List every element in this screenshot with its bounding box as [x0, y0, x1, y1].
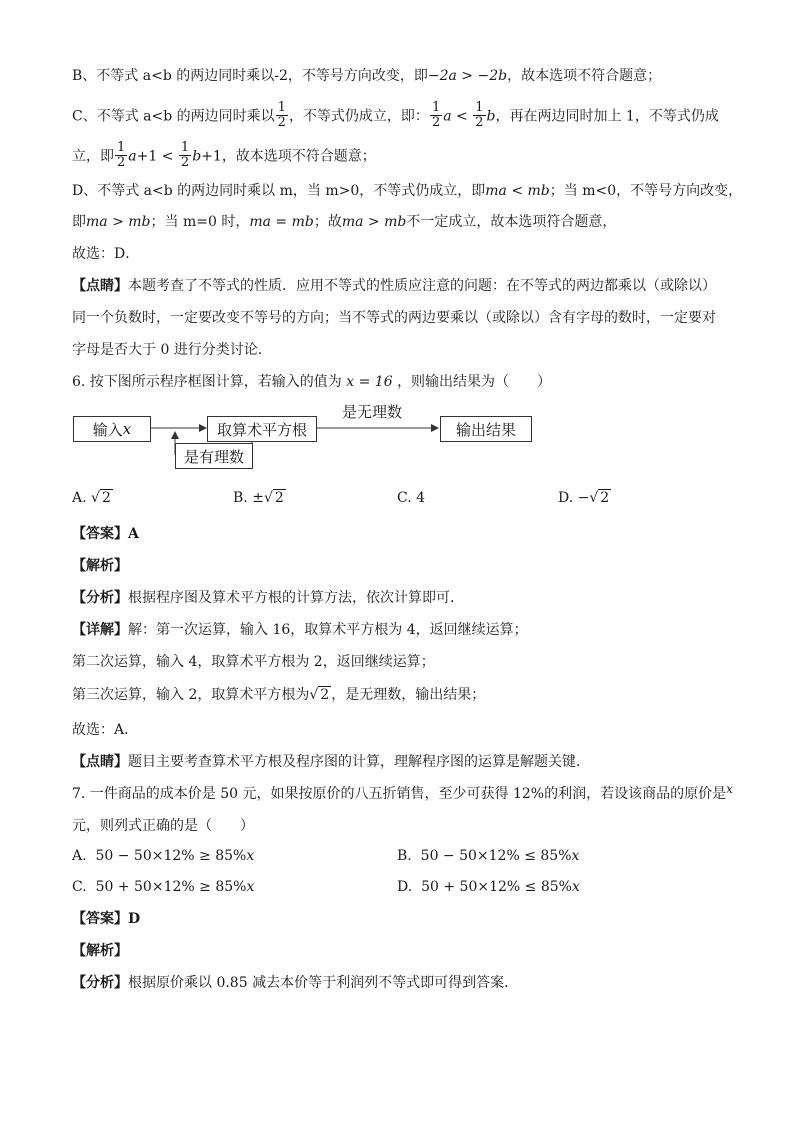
- math-var: x: [571, 848, 580, 864]
- denominator: 2: [180, 155, 190, 170]
- denominator: 2: [277, 115, 286, 130]
- numerator: 1: [475, 100, 484, 115]
- q7-option-a: [72, 846, 254, 866]
- q6-option-d: [558, 488, 611, 508]
- q6-fenxi: [72, 588, 464, 608]
- text: ，是无理数，输出结果；: [331, 687, 486, 703]
- q7-fenxi: [72, 973, 518, 993]
- text: ，不等式仍成立，即：: [288, 108, 429, 125]
- option-label: B.: [397, 848, 412, 864]
- option-label: D.: [558, 490, 574, 506]
- text: 题目主要考查算术平方根及程序图的计算，理解程序图的运算是解题关键．: [128, 754, 590, 770]
- option-label: B.: [233, 490, 248, 506]
- text: ，故本选项不符合题意；: [507, 68, 662, 84]
- math-inline: ma < mb: [485, 183, 550, 199]
- option-label: A.: [72, 490, 87, 506]
- math-term: +1: [201, 148, 222, 165]
- radicand: 2: [320, 687, 330, 703]
- flow-input-box: [73, 416, 151, 442]
- denominator: 2: [475, 115, 484, 130]
- math-inline: 50 + 50×12% ≤ 85%: [421, 879, 572, 895]
- math-inline: 50 + 50×12% ≥ 85%: [95, 879, 247, 895]
- text: 立，即: [72, 148, 114, 165]
- text: 本题考查了不等式的性质．应用不等式的性质应注意的问题：在不等式的两边都乘以（或除以）: [128, 278, 716, 294]
- math-var: x: [726, 782, 733, 796]
- math-var: x: [246, 879, 255, 895]
- sqrt-two: √ 2: [589, 490, 610, 506]
- math-op: −: [577, 490, 590, 506]
- text: ；当 m=0 时，: [150, 214, 250, 230]
- section-tag: 【详解】: [72, 622, 128, 638]
- q6-option-c: C. 4: [397, 490, 426, 506]
- text: ；故: [313, 214, 342, 230]
- math-op: <: [456, 108, 468, 125]
- math-inline: x = 16: [346, 374, 393, 390]
- q7-option-b: [397, 846, 579, 866]
- q7-jiexi: 【解析】: [72, 943, 128, 959]
- text: B、不等式 a<b 的两边同时乘以-2，不等号方向改变，即: [72, 68, 428, 84]
- section-tag: 【点睛】: [72, 754, 128, 770]
- math-inline: ma > mb: [341, 214, 407, 230]
- math-inline: 50 − 50×12% ≤ 85%: [420, 848, 572, 864]
- text: 6. 按下图所示程序框图计算，若输入的值为: [72, 374, 342, 390]
- text: 根据程序图及算术平方根的计算方法，依次计算即可．: [128, 590, 464, 606]
- text: ，故本选项不符合题意；: [221, 148, 376, 165]
- text: 解：第一次运算，输入 16，取算术平方根为 4，返回继续运算；: [128, 622, 528, 638]
- flow-output-box: 输出结果: [440, 416, 532, 442]
- numerator: 1: [277, 100, 286, 115]
- math-var: x: [122, 420, 132, 438]
- text: ，则输出结果为（ ）: [397, 374, 552, 390]
- q7-answer: 【答案】D: [72, 911, 141, 927]
- text: 即: [72, 214, 86, 230]
- numerator: 1: [117, 140, 126, 155]
- flow-sqrt-box: 取算术平方根: [207, 416, 317, 442]
- text: C、不等式 a<b 的两边同时乘以: [72, 108, 275, 125]
- text: ，再在两边同时加上 1，不等式仍成: [495, 108, 719, 125]
- text: 输入: [92, 420, 123, 439]
- text: ；当 m<0，不等号方向改变，: [549, 183, 743, 199]
- option-label: C.: [72, 879, 87, 895]
- math-term: +1: [136, 148, 158, 165]
- math-var: a: [443, 108, 452, 125]
- q6-option-a: [72, 488, 113, 508]
- math-inline: 50 − 50×12% ≥ 85%: [95, 848, 247, 864]
- numerator: 1: [180, 140, 190, 155]
- q6-dianjing: [72, 752, 590, 772]
- text: D、不等式 a<b 的两边同时乘以 m，当 m>0，不等式仍成立，即: [72, 183, 486, 199]
- option-label: A.: [72, 848, 87, 864]
- radicand: 2: [600, 490, 610, 506]
- sqrt-two: √ 2: [309, 687, 330, 703]
- radicand: 2: [101, 490, 111, 506]
- q6-option-b: [233, 488, 286, 508]
- question-7-stem-1: [72, 784, 733, 804]
- math-var: a: [128, 148, 137, 165]
- math-inline: ma > mb: [86, 214, 151, 230]
- choose-line-q5: 故选：D．: [72, 246, 140, 262]
- q6-answer: 【答案】A: [72, 526, 139, 542]
- math-inline: −2a > −2b: [427, 68, 508, 84]
- text: 不一定成立，故本选项符合题意，: [406, 214, 617, 230]
- sqrt-two: √ 2: [91, 490, 111, 506]
- math-var: b: [192, 148, 202, 165]
- flow-irrational-label: 是无理数: [342, 403, 403, 421]
- question-7-stem-2: 元，则列式正确的是（ ）: [72, 818, 254, 834]
- q6-jiexi: 【解析】: [72, 558, 128, 574]
- dianjing-q5-line-3: 字母是否大于 0 进行分类讨论．: [72, 342, 272, 358]
- radicand: 2: [274, 490, 284, 506]
- dianjing-q5-line-2: 同一个负数时，一定要改变不等号的方向；当不等式的两边要乘以（或除以）含有字母的数时，一定要对: [72, 310, 716, 326]
- q6-step-3: [72, 685, 485, 705]
- denominator: 2: [117, 155, 126, 170]
- flow-rational-box: 是有理数: [175, 443, 253, 469]
- text: 根据原价乘以 0.85 减去本价等于利润列不等式即可得到答案．: [128, 975, 519, 991]
- math-op: <: [161, 148, 174, 165]
- math-var: x: [571, 879, 580, 895]
- denominator: 2: [431, 115, 441, 130]
- section-tag: 【点睛】: [72, 278, 128, 294]
- sqrt-two: √ 2: [263, 490, 284, 506]
- q7-option-d: [397, 877, 580, 897]
- math-op: ±: [252, 490, 264, 506]
- q6-xiangjie: [72, 620, 528, 640]
- math-inline: ma = mb: [249, 214, 314, 230]
- q6-choose: 故选：A．: [72, 722, 139, 738]
- text: 第三次运算，输入 2，取算术平方根为: [72, 687, 310, 703]
- section-tag: 【分析】: [72, 975, 128, 991]
- q6-step-2: 第二次运算，输入 4，取算术平方根为 2，返回继续运算；: [72, 654, 435, 670]
- text: 7. 一件商品的成本价是 50 元，如果按原价的八五折销售，至少可获得 12%的利润，若设该商品的原价是: [72, 786, 727, 802]
- q7-option-c: [72, 877, 254, 897]
- option-label: D.: [397, 879, 413, 895]
- section-tag: 【分析】: [72, 590, 128, 606]
- math-var: b: [486, 108, 496, 125]
- numerator: 1: [431, 100, 441, 115]
- math-var: x: [246, 848, 255, 864]
